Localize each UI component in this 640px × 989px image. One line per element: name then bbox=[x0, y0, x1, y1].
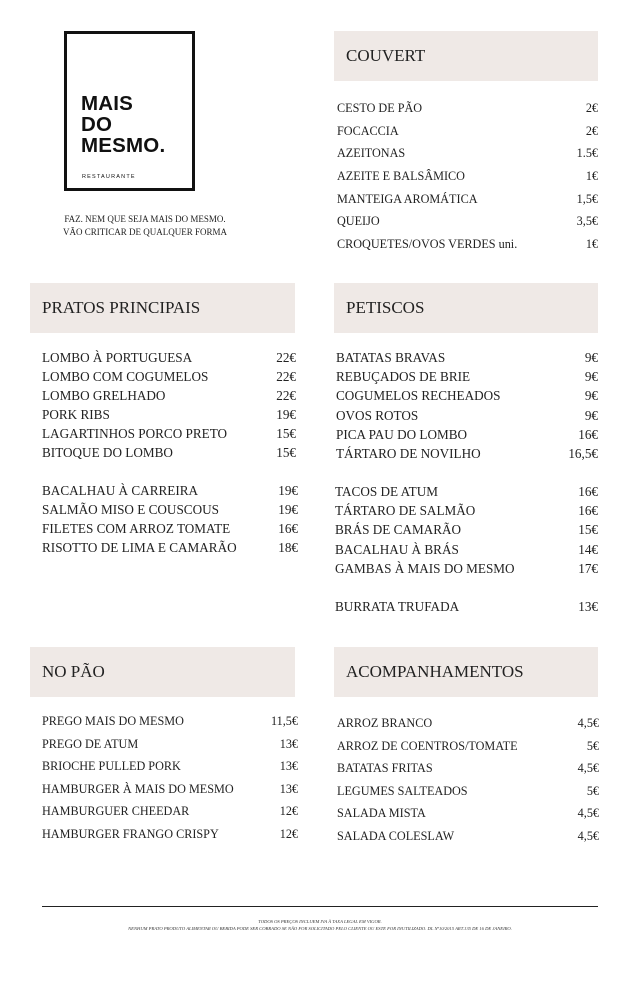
no-pao-list bbox=[42, 714, 298, 850]
acompanhamentos-header bbox=[334, 647, 598, 697]
menu-item bbox=[337, 169, 598, 192]
menu-item-price: 19€ bbox=[278, 502, 298, 517]
menu-item-price: 5€ bbox=[586, 738, 599, 753]
menu-item bbox=[42, 445, 296, 464]
menu-item bbox=[335, 484, 598, 503]
menu-item-price: 18€ bbox=[278, 540, 298, 555]
menu-item-name: SALADA COLESLAW bbox=[337, 828, 455, 843]
menu-item-price: 22€ bbox=[276, 369, 296, 384]
footer-divider bbox=[42, 906, 598, 907]
menu-item bbox=[42, 350, 296, 369]
menu-item bbox=[42, 540, 298, 559]
menu-item-name: FILETES COM ARROZ TOMATE bbox=[42, 521, 231, 536]
menu-item-price: 1€ bbox=[585, 237, 598, 252]
menu-item-price: 4,5€ bbox=[577, 806, 599, 821]
menu-item bbox=[42, 827, 298, 850]
menu-item-price: 16€ bbox=[578, 426, 598, 442]
menu-item bbox=[336, 408, 598, 427]
petiscos-group-2 bbox=[335, 484, 598, 580]
menu-item bbox=[337, 739, 599, 762]
menu-item-price: 16,5€ bbox=[568, 445, 598, 461]
menu-item bbox=[336, 427, 598, 446]
menu-item bbox=[42, 714, 298, 737]
menu-item bbox=[337, 101, 598, 124]
menu-item bbox=[335, 503, 598, 522]
menu-item-name: QUEIJO bbox=[337, 214, 380, 229]
menu-item-price: 22€ bbox=[276, 350, 296, 365]
menu-item bbox=[42, 483, 298, 502]
menu-item-name: PREGO MAIS DO MESMO bbox=[42, 714, 184, 728]
menu-item-name: COGUMELOS RECHEADOS bbox=[336, 388, 501, 404]
menu-item-price: 14€ bbox=[578, 541, 598, 557]
menu-item-name: BURRATA TRUFADA bbox=[335, 599, 460, 614]
menu-item-name: BACALHAU À CARREIRA bbox=[42, 483, 199, 498]
logo-line-3: MESMO. bbox=[81, 134, 166, 157]
menu-item-name: AZEITONAS bbox=[337, 146, 406, 161]
couvert-list bbox=[337, 101, 598, 260]
menu-item-price: 15€ bbox=[276, 445, 296, 460]
menu-item bbox=[335, 522, 598, 541]
menu-item-price: 4,5€ bbox=[577, 828, 599, 843]
menu-item bbox=[42, 737, 298, 760]
menu-item-name: LAGARTINHOS PORCO PRETO bbox=[42, 426, 228, 441]
menu-item-name: LOMBO À PORTUGUESA bbox=[42, 350, 193, 365]
menu-item-name: TACOS DE ATUM bbox=[335, 484, 438, 499]
menu-item bbox=[337, 784, 599, 807]
menu-item-price: 9€ bbox=[584, 388, 598, 404]
menu-item bbox=[337, 829, 599, 852]
menu-item bbox=[42, 426, 296, 445]
menu-item-price: 16€ bbox=[278, 521, 298, 536]
acompanhamentos-title: ACOMPANHAMENTOS bbox=[346, 662, 524, 681]
menu-item-price: 4,5€ bbox=[577, 716, 599, 730]
couvert-title: COUVERT bbox=[346, 46, 426, 65]
footer-line-2: NENHUM PRATO PRODUTO ALIMENTAR OU BEBIDA PODE SER COBRADO SE NÃO FOR SOLICITADO PELO CLIENTE OU ESTE FOR INUTILIZADO. DL Nº10/2015 ART.135 DE 16 DE JANEIRO. bbox=[128, 926, 512, 931]
menu-item bbox=[337, 214, 598, 237]
menu-item-price: 13€ bbox=[578, 599, 598, 614]
menu-item bbox=[42, 407, 296, 426]
menu-item-price: 2€ bbox=[585, 123, 598, 138]
logo-wordmark bbox=[81, 93, 165, 156]
menu-item-name: LOMBO COM COGUMELOS bbox=[42, 369, 209, 384]
footer-line-1: TODOS OS PREÇOS INCLUEM IVA À TAXA LEGAL EM VIGOR. bbox=[258, 919, 382, 924]
tagline-line-1: FAZ. NEM QUE SEJA MAIS DO MESMO. bbox=[64, 214, 226, 224]
menu-item-name: PICA PAU DO LOMBO bbox=[336, 426, 468, 442]
logo-line-1: MAIS bbox=[81, 92, 134, 115]
menu-item bbox=[42, 782, 298, 805]
menu-item bbox=[42, 804, 298, 827]
menu-item bbox=[337, 237, 598, 260]
menu-item-name: ARROZ BRANCO bbox=[337, 716, 433, 730]
menu-item-price: 12€ bbox=[279, 826, 298, 841]
menu-item-price: 15€ bbox=[276, 426, 296, 441]
menu-item-name: BRÁS DE CAMARÃO bbox=[335, 522, 462, 538]
menu-item bbox=[42, 502, 298, 521]
menu-item-price: 16€ bbox=[578, 484, 598, 499]
menu-item-name: GAMBAS À MAIS DO MESMO bbox=[335, 560, 515, 576]
menu-item-price: 9€ bbox=[584, 369, 598, 385]
logo-line-2: DO bbox=[81, 113, 113, 136]
menu-item-price: 13€ bbox=[279, 736, 298, 751]
menu-item-price: 5€ bbox=[586, 783, 599, 798]
petiscos-title: PETISCOS bbox=[346, 298, 425, 317]
menu-item-name: MANTEIGA AROMÁTICA bbox=[337, 191, 478, 206]
menu-item bbox=[336, 446, 598, 465]
menu-item-name: HAMBURGUER CHEEDAR bbox=[42, 804, 190, 819]
menu-item-name: CROQUETES/OVOS VERDES uni. bbox=[337, 237, 518, 252]
menu-item-name: PREGO DE ATUM bbox=[42, 736, 139, 751]
menu-item bbox=[337, 146, 598, 169]
menu-item-name: BRIOCHE PULLED PORK bbox=[42, 759, 181, 774]
petiscos-group-1 bbox=[336, 350, 598, 465]
menu-item-name: BATATAS FRITAS bbox=[337, 761, 433, 776]
menu-item-name: BACALHAU À BRÁS bbox=[335, 541, 459, 557]
menu-item-name: HAMBURGER FRANGO CRISPY bbox=[42, 826, 219, 841]
menu-item bbox=[42, 759, 298, 782]
menu-item-name: BATATAS BRAVAS bbox=[336, 350, 446, 365]
menu-item-name: REBUÇADOS DE BRIE bbox=[336, 369, 471, 385]
menu-item-name: SALADA MISTA bbox=[337, 806, 426, 821]
menu-item-price: 12€ bbox=[279, 804, 298, 819]
menu-item-name: BITOQUE DO LOMBO bbox=[42, 445, 173, 460]
restaurant-logo bbox=[64, 31, 195, 191]
menu-item-price: 1€ bbox=[585, 169, 598, 184]
pratos-group-2 bbox=[42, 483, 298, 559]
menu-item-name: LOMBO GRELHADO bbox=[42, 388, 166, 403]
menu-item-price: 13€ bbox=[279, 759, 298, 774]
menu-item-name: OVOS ROTOS bbox=[336, 407, 419, 423]
menu-item-price: 2€ bbox=[585, 101, 598, 115]
menu-item-price: 19€ bbox=[278, 483, 298, 498]
petiscos-header bbox=[334, 283, 598, 333]
menu-item-name: ARROZ DE COENTROS/TOMATE bbox=[337, 738, 518, 753]
pratos-principais-title: PRATOS PRINCIPAIS bbox=[42, 298, 201, 317]
menu-item bbox=[336, 369, 598, 388]
menu-item-price: 13€ bbox=[279, 781, 298, 796]
couvert-header bbox=[334, 31, 598, 81]
no-pao-header bbox=[30, 647, 295, 697]
menu-item-price: 1,5€ bbox=[576, 191, 598, 206]
no-pao-title: NO PÃO bbox=[42, 662, 105, 681]
logo-subtitle: RESTAURANTE bbox=[82, 174, 136, 180]
menu-item bbox=[336, 350, 598, 369]
menu-item bbox=[337, 192, 598, 215]
menu-item-price: 1.5€ bbox=[576, 146, 598, 161]
menu-item-name: HAMBURGER À MAIS DO MESMO bbox=[42, 781, 234, 796]
menu-item-price: 16€ bbox=[578, 503, 598, 519]
menu-item bbox=[337, 806, 599, 829]
menu-item bbox=[337, 761, 599, 784]
acompanhamentos-list bbox=[337, 716, 599, 852]
menu-item-name: TÁRTARO DE SALMÃO bbox=[335, 503, 476, 519]
menu-item-name: PORK RIBS bbox=[42, 407, 110, 422]
menu-item-name: FOCACCIA bbox=[337, 123, 399, 138]
menu-item bbox=[336, 388, 598, 407]
menu-item-price: 9€ bbox=[584, 407, 598, 423]
menu-item bbox=[42, 369, 296, 388]
pratos-group-1 bbox=[42, 350, 296, 464]
menu-item bbox=[337, 716, 599, 739]
menu-item-price: 4,5€ bbox=[577, 761, 599, 776]
menu-item-name: RISOTTO DE LIMA E CAMARÃO bbox=[42, 540, 237, 555]
menu-item-price: 9€ bbox=[584, 350, 598, 365]
menu-item bbox=[335, 599, 598, 618]
menu-item bbox=[337, 124, 598, 147]
petiscos-group-3 bbox=[335, 599, 598, 618]
menu-item bbox=[42, 521, 298, 540]
menu-item-price: 17€ bbox=[578, 560, 598, 576]
menu-item-price: 15€ bbox=[578, 522, 598, 538]
menu-item-price: 19€ bbox=[276, 407, 296, 422]
menu-item-name: SALMÃO MISO E COUSCOUS bbox=[42, 502, 219, 517]
menu-item bbox=[335, 561, 598, 580]
menu-item-name: LEGUMES SALTEADOS bbox=[337, 783, 468, 798]
menu-item-name: TÁRTARO DE NOVILHO bbox=[336, 445, 481, 461]
menu-item-price: 3,5€ bbox=[576, 214, 598, 229]
menu-item-price: 11,5€ bbox=[271, 714, 298, 728]
menu-item-name: AZEITE E BALSÂMICO bbox=[337, 169, 465, 184]
menu-item bbox=[42, 388, 296, 407]
menu-item-name: CESTO DE PÃO bbox=[337, 101, 423, 115]
menu-item bbox=[335, 542, 598, 561]
menu-item-price: 22€ bbox=[276, 388, 296, 403]
pratos-principais-header bbox=[30, 283, 295, 333]
tagline-line-2: VÃO CRITICAR DE QUALQUER FORMA bbox=[62, 227, 227, 237]
